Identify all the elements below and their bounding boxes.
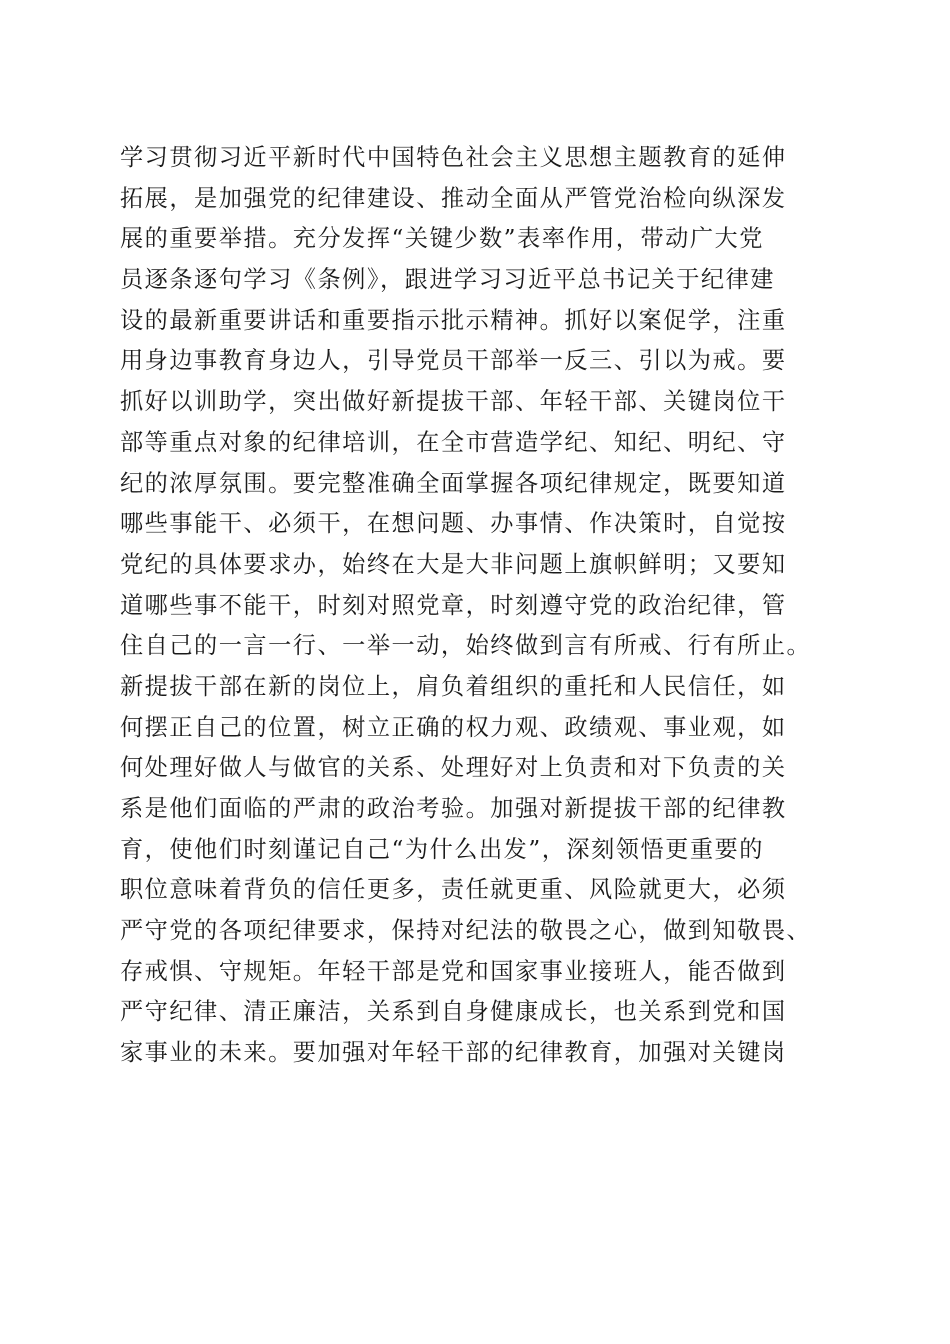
text-line: 抓好以训助学，突出做好新提拔干部、年轻干部、关键岗位干: [120, 388, 787, 416]
text-line: 严守纪律、清正廉洁，关系到自身健康成长，也关系到党和国: [120, 998, 787, 1026]
text-line: 何处理好做人与做官的关系、处理好对上负责和对下负责的关: [120, 754, 787, 782]
text-line: 纪的浓厚氛围。要完整准确全面掌握各项纪律规定，既要知道: [120, 469, 787, 497]
text-line: 用身边事教育身边人，引导党员干部举一反三、引以为戒。要: [120, 347, 787, 375]
text-line: 新提拔干部在新的岗位上，肩负着组织的重托和人民信任，如: [120, 672, 787, 700]
text-line: 严守党的各项纪律要求，保持对纪法的敬畏之心，做到知敬畏、: [120, 917, 812, 945]
text-line: 存戒惧、守规矩。年轻干部是党和国家事业接班人，能否做到: [120, 957, 787, 985]
text-line: 部等重点对象的纪律培训，在全市营造学纪、知纪、明纪、守: [120, 428, 787, 456]
text-line: 党纪的具体要求办，始终在大是大非问题上旗帜鲜明；又要知: [120, 550, 787, 578]
text-line: 学习贯彻习近平新时代中国特色社会主义思想主题教育的延伸: [120, 144, 787, 171]
text-line: 系是他们面临的严肃的政治考验。加强对新提拔干部的纪律教: [120, 795, 787, 822]
text-line: 家事业的未来。要加强对年轻干部的纪律教育，加强对关键岗: [120, 1039, 787, 1067]
text-line: 员逐条逐句学习《条例》，跟进学习习近平总书记关于纪律建: [120, 266, 775, 294]
text-line: 设的最新重要讲话和重要指示批示精神。抓好以案促学，注重: [120, 306, 787, 334]
text-line: 哪些事能干、必须干，在想问题、办事情、作决策时，自觉按: [120, 510, 787, 538]
text-line: 展的重要举措。充分发挥“关键少数”表率作用，带动广大党: [120, 225, 764, 253]
text-line: 何摆正自己的位置，树立正确的权力观、政绩观、事业观，如: [120, 713, 787, 741]
body-text: [120, 138, 840, 1074]
text-line: 职位意味着背负的信任更多，责任就更重、风险就更大，必须: [120, 876, 787, 904]
text-line: 住自己的一言一行、一举一动，始终做到言有所戒、行有所止。: [120, 632, 812, 660]
text-line: 拓展，是加强党的纪律建设、推动全面从严管党治检向纵深发: [120, 184, 787, 212]
text-line: 育，使他们时刻谨记自己“为什么出发”，深刻领悟更重要的: [120, 835, 764, 863]
text-line: 道哪些事不能干，时刻对照党章，时刻遵守党的政治纪律，管: [120, 591, 787, 619]
